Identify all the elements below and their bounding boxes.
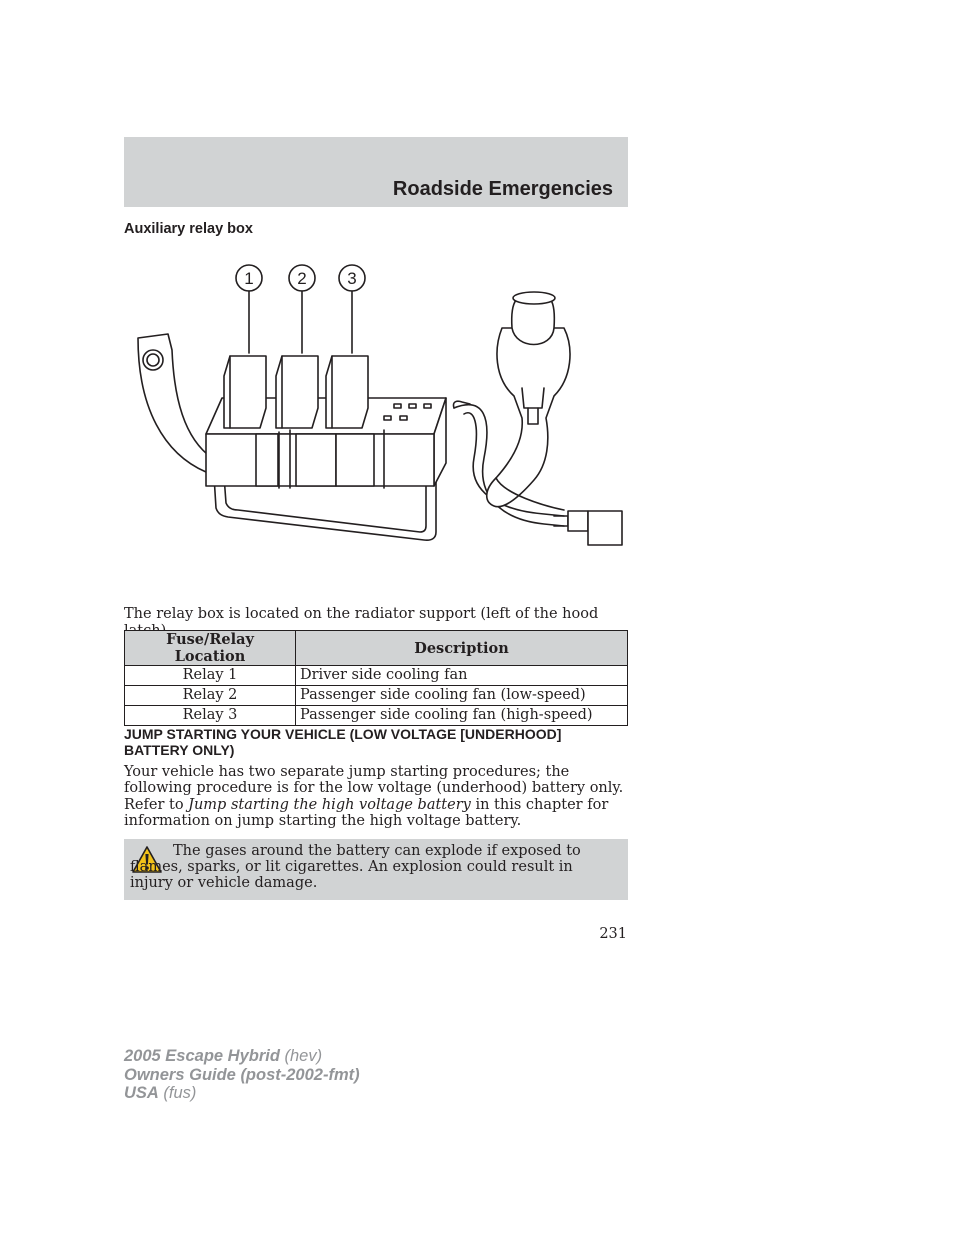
footer-line-1: 2005 Escape Hybrid (hev) [124, 1047, 323, 1065]
table-row [125, 706, 628, 726]
footer-line-2: Owners Guide (post-2002-fmt) [124, 1065, 360, 1084]
table-cell-location: Relay 1 [125, 666, 296, 686]
relay-table [124, 630, 628, 726]
svg-text:3: 3 [347, 269, 357, 288]
table-header-row [125, 631, 628, 666]
table-cell-location: Relay 3 [125, 706, 296, 726]
svg-text:1: 1 [244, 269, 254, 288]
svg-text:2: 2 [297, 269, 307, 288]
table-cell-description: Passenger side cooling fan (low-speed) [296, 686, 628, 706]
relay-box-illustration [124, 258, 628, 558]
column-header-description: Description [296, 631, 628, 666]
relay-3 [326, 356, 368, 428]
table-cell-location: Relay 2 [125, 686, 296, 706]
intro-paragraph: The relay box is located on the radiator support (left of the hood [124, 606, 599, 622]
page-title: Roadside Emergencies [392, 178, 613, 200]
table-cell-description: Driver side cooling fan [296, 666, 628, 686]
paragraph-text: Your vehicle has two separate jump starting procedures; the following procedure is for the low voltage (underhood) battery only. Refer to [124, 764, 624, 813]
callout-3 [339, 265, 365, 353]
warning-box [124, 839, 628, 900]
warning-text: The gases around the battery can explode if exposed to flames, sparks, or lit cigarettes. An explosion could result in injury or vehicle damage. [130, 843, 581, 891]
callout-1 [236, 265, 262, 353]
table-row [125, 686, 628, 706]
paragraph-text: in this chapter for information on jump starting the high voltage battery. [124, 796, 609, 829]
table-row [125, 666, 628, 686]
footer-line-3: USA (fus) [124, 1084, 197, 1102]
body-paragraph [124, 764, 628, 829]
header-band [124, 137, 628, 207]
subsection-heading: Auxiliary relay box [124, 221, 253, 237]
table-cell-description: Passenger side cooling fan (high-speed) [296, 706, 628, 726]
relay-2 [276, 356, 318, 428]
column-header-location: Fuse/Relay Location [125, 631, 296, 666]
relay-1 [224, 356, 266, 428]
page-number: 231 [599, 926, 627, 942]
document-footer [124, 1047, 360, 1103]
section-heading: JUMP STARTING YOUR VEHICLE (LOW VOLTAGE [UNDERHOOD] BATTERY ONLY) [124, 726, 562, 758]
cross-reference: Jump starting the high voltage battery [188, 796, 471, 813]
callout-2 [289, 265, 315, 353]
